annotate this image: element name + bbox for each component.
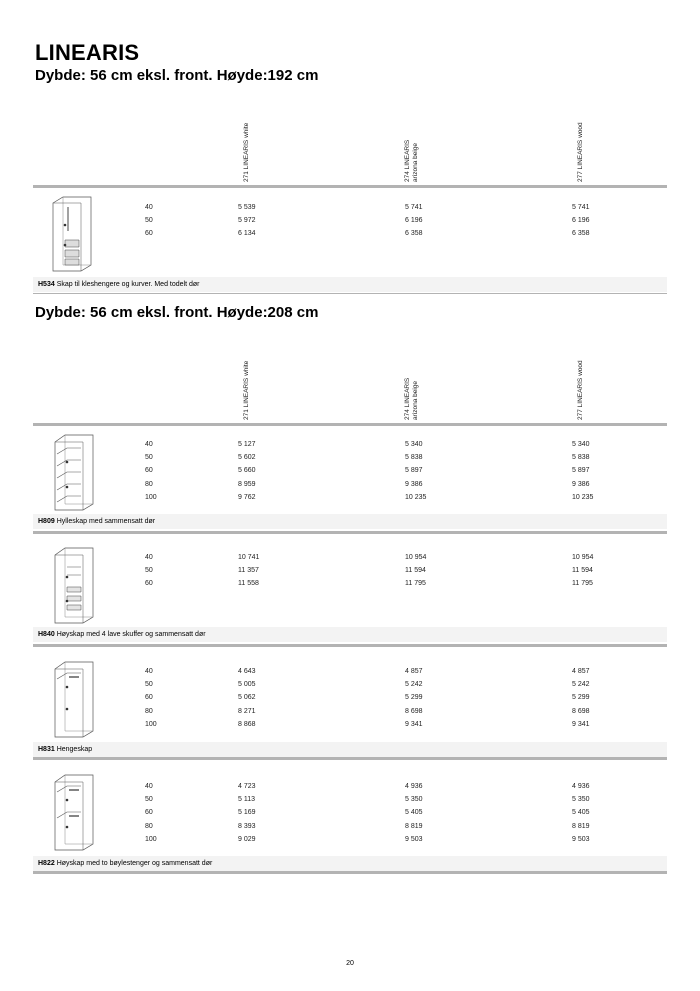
- width-cell: 100: [145, 836, 157, 843]
- price-cell: 5 299: [405, 694, 423, 701]
- price-cell: 9 503: [572, 836, 590, 843]
- product-caption: [33, 742, 667, 757]
- product-code: H831: [38, 746, 55, 753]
- price-cell: 11 594: [572, 567, 593, 574]
- price-cell: 8 868: [238, 721, 256, 728]
- product-caption: [33, 856, 667, 871]
- price-cell: 5 299: [572, 694, 590, 701]
- price-cell: 8 271: [238, 708, 256, 715]
- product-caption: [33, 627, 667, 642]
- price-cell: 5 127: [238, 441, 256, 448]
- price-cell: 11 558: [238, 580, 259, 587]
- section-divider: [33, 423, 667, 426]
- width-cell: 50: [145, 796, 153, 803]
- price-cell: 5 405: [572, 809, 590, 816]
- section-heading: Dybde: 56 cm eksl. front. Høyde:192 cm: [35, 67, 319, 84]
- price-cell: 5 602: [238, 454, 256, 461]
- column-header: 274 LINEARIS arizona beige: [404, 139, 419, 182]
- price-row: [0, 466, 700, 476]
- product-description: Høyskap med to bøylestenger og sammensatt dør: [56, 860, 213, 867]
- price-row: [0, 203, 700, 213]
- width-cell: 80: [145, 481, 153, 488]
- width-cell: 40: [145, 441, 153, 448]
- column-header: 271 LINEARIS white: [243, 122, 250, 182]
- price-cell: 6 358: [572, 230, 590, 237]
- price-row: [0, 566, 700, 576]
- price-cell: 5 741: [405, 204, 423, 211]
- column-header: 271 LINEARIS white: [243, 360, 250, 420]
- price-cell: 9 386: [405, 481, 423, 488]
- product-caption: [33, 514, 667, 529]
- price-cell: 9 029: [238, 836, 256, 843]
- width-cell: 60: [145, 467, 153, 474]
- section-divider: [33, 185, 667, 188]
- column-header: 274 LINEARIS arizona beige: [404, 377, 419, 420]
- product-description: Skap til kleshengere og kurver. Med todelt dør: [56, 281, 200, 288]
- product-divider: [33, 757, 667, 760]
- price-cell: 5 005: [238, 681, 256, 688]
- width-cell: 80: [145, 708, 153, 715]
- price-cell: 9 503: [405, 836, 423, 843]
- width-cell: 60: [145, 580, 153, 587]
- price-row: [0, 795, 700, 805]
- column-header: 277 LINEARIS wood: [577, 122, 584, 182]
- product-description: Høyskap med 4 lave skuffer og sammensatt dør: [56, 631, 206, 638]
- price-cell: 5 340: [572, 441, 590, 448]
- product-code: H809: [38, 518, 55, 525]
- price-row: [0, 453, 700, 463]
- price-cell: 11 594: [405, 567, 426, 574]
- price-row: [0, 808, 700, 818]
- width-cell: 50: [145, 217, 153, 224]
- price-row: [0, 493, 700, 503]
- price-cell: 5 405: [405, 809, 423, 816]
- price-row: [0, 667, 700, 677]
- product-divider: [33, 644, 667, 647]
- price-cell: 6 196: [572, 217, 590, 224]
- price-cell: 6 134: [238, 230, 256, 237]
- price-cell: 6 358: [405, 230, 423, 237]
- price-row: [0, 693, 700, 703]
- price-cell: 5 972: [238, 217, 256, 224]
- width-cell: 60: [145, 694, 153, 701]
- price-row: [0, 579, 700, 589]
- width-cell: 80: [145, 823, 153, 830]
- width-cell: 50: [145, 454, 153, 461]
- price-cell: 5 838: [405, 454, 423, 461]
- price-cell: 8 698: [405, 708, 423, 715]
- price-cell: 10 741: [238, 554, 260, 561]
- page-title: LINEARIS: [35, 40, 140, 65]
- price-row: [0, 782, 700, 792]
- price-row: [0, 707, 700, 717]
- price-cell: 5 838: [572, 454, 590, 461]
- price-row: [0, 835, 700, 845]
- price-cell: 9 762: [238, 494, 256, 501]
- price-row: [0, 720, 700, 730]
- width-cell: 40: [145, 204, 153, 211]
- price-cell: 5 340: [405, 441, 423, 448]
- product-description: Hylleskap med sammensatt dør: [56, 518, 156, 525]
- price-cell: 5 169: [238, 809, 256, 816]
- price-row: [0, 553, 700, 563]
- product-divider: [33, 293, 667, 294]
- price-row: [0, 680, 700, 690]
- price-cell: 4 723: [238, 783, 256, 790]
- product-description: Hengeskap: [56, 746, 93, 753]
- price-cell: 8 959: [238, 481, 256, 488]
- price-cell: 4 643: [238, 668, 256, 675]
- price-cell: 10 954: [572, 554, 594, 561]
- product-code: H840: [38, 631, 55, 638]
- price-cell: 9 386: [572, 481, 590, 488]
- price-cell: 5 741: [572, 204, 590, 211]
- price-row: [0, 229, 700, 239]
- price-cell: 4 936: [405, 783, 423, 790]
- price-cell: 10 954: [405, 554, 427, 561]
- price-cell: 5 897: [405, 467, 423, 474]
- price-cell: 5 350: [572, 796, 590, 803]
- price-cell: 5 242: [572, 681, 590, 688]
- price-cell: 4 936: [572, 783, 590, 790]
- price-row: [0, 440, 700, 450]
- price-cell: 11 795: [572, 580, 593, 587]
- price-cell: 10 235: [405, 494, 427, 501]
- price-cell: 10 235: [572, 494, 594, 501]
- product-caption: [33, 277, 667, 292]
- width-cell: 100: [145, 494, 157, 501]
- price-cell: 8 819: [572, 823, 590, 830]
- product-divider: [33, 871, 667, 874]
- price-cell: 9 341: [572, 721, 590, 728]
- price-cell: 8 393: [238, 823, 256, 830]
- width-cell: 60: [145, 230, 153, 237]
- product-code: H822: [38, 860, 55, 867]
- price-cell: 8 698: [572, 708, 590, 715]
- price-cell: 5 897: [572, 467, 590, 474]
- price-cell: 5 660: [238, 467, 256, 474]
- price-row: [0, 216, 700, 226]
- width-cell: 50: [145, 681, 153, 688]
- price-cell: 4 857: [572, 668, 590, 675]
- column-header: 277 LINEARIS wood: [577, 360, 584, 420]
- price-cell: 8 819: [405, 823, 423, 830]
- width-cell: 60: [145, 809, 153, 816]
- price-cell: 5 539: [238, 204, 256, 211]
- price-cell: 5 350: [405, 796, 423, 803]
- product-divider: [33, 531, 667, 534]
- price-cell: 11 357: [238, 567, 259, 574]
- price-cell: 4 857: [405, 668, 423, 675]
- price-cell: 5 113: [238, 796, 255, 803]
- width-cell: 40: [145, 783, 153, 790]
- width-cell: 50: [145, 567, 153, 574]
- section-heading: Dybde: 56 cm eksl. front. Høyde:208 cm: [35, 304, 319, 321]
- price-cell: 6 196: [405, 217, 423, 224]
- width-cell: 100: [145, 721, 157, 728]
- price-row: [0, 822, 700, 832]
- price-cell: 9 341: [405, 721, 423, 728]
- width-cell: 40: [145, 668, 153, 675]
- price-row: [0, 480, 700, 490]
- product-code: H534: [38, 281, 55, 288]
- page-number: 20: [346, 960, 354, 967]
- price-cell: 5 062: [238, 694, 256, 701]
- price-cell: 5 242: [405, 681, 423, 688]
- width-cell: 40: [145, 554, 153, 561]
- price-cell: 11 795: [405, 580, 426, 587]
